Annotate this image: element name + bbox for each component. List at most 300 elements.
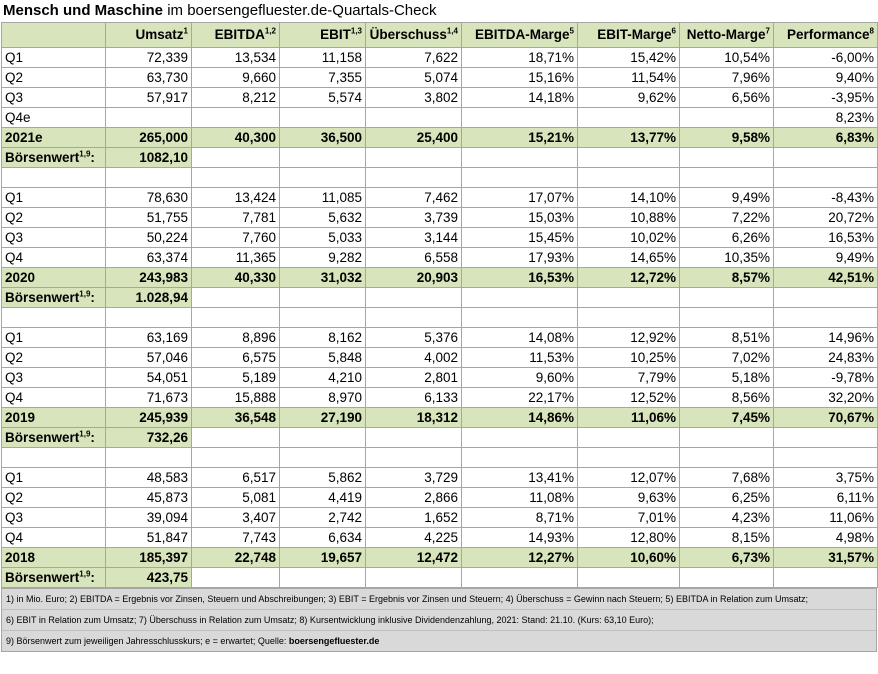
table-cell: 12,92% (578, 328, 680, 348)
total-cell: 31,032 (280, 268, 366, 288)
total-cell: 8,57% (680, 268, 774, 288)
footnote-ref: 1,3 (350, 26, 362, 36)
market-cap-colon: : (90, 150, 95, 165)
market-cap-label (2, 288, 106, 308)
table-cell: 7,622 (366, 48, 462, 68)
empty-cell (578, 308, 680, 328)
column-header (280, 23, 366, 48)
column-header-label: Umsatz (135, 27, 184, 42)
table-cell: 9,49% (680, 188, 774, 208)
footnote-ref: 6 (671, 26, 676, 36)
market-cap-value: 1082,10 (106, 148, 192, 168)
column-header-label: EBIT-Marge (597, 27, 672, 42)
footnote-ref: 1,2 (264, 26, 276, 36)
table-cell: 8,896 (192, 328, 280, 348)
footnote-ref: 7 (765, 26, 770, 36)
footnote-ref: 1,9 (79, 569, 91, 579)
market-cap-label-text: Börsenwert (5, 430, 80, 445)
table-cell: 10,25% (578, 348, 680, 368)
empty-cell (578, 428, 680, 448)
empty-cell (366, 428, 462, 448)
table-cell: 3,407 (192, 508, 280, 528)
table-cell (192, 108, 280, 128)
market-cap-colon: : (90, 290, 95, 305)
table-cell: 5,632 (280, 208, 366, 228)
table-cell: 4,98% (774, 528, 878, 548)
table-cell: 18,71% (462, 48, 578, 68)
empty-cell (680, 428, 774, 448)
empty-cell (578, 148, 680, 168)
empty-cell (680, 288, 774, 308)
table-cell (106, 108, 192, 128)
table-cell: 63,169 (106, 328, 192, 348)
table-cell: 9,660 (192, 68, 280, 88)
table-cell: 7,79% (578, 368, 680, 388)
table-row (2, 48, 878, 68)
empty-cell (106, 308, 192, 328)
total-cell: 15,21% (462, 128, 578, 148)
year-label: 2020 (2, 268, 106, 288)
table-cell: 5,18% (680, 368, 774, 388)
table-cell: 8,15% (680, 528, 774, 548)
table-cell: 17,07% (462, 188, 578, 208)
empty-cell (106, 168, 192, 188)
row-label: Q1 (2, 48, 106, 68)
empty-cell (366, 568, 462, 588)
table-cell: -6,00% (774, 48, 878, 68)
total-cell: 6,83% (774, 128, 878, 148)
table-cell: 4,002 (366, 348, 462, 368)
table-cell: 6,634 (280, 528, 366, 548)
year-total-row (2, 128, 878, 148)
total-cell: 12,472 (366, 548, 462, 568)
year-total-row (2, 268, 878, 288)
table-row (2, 88, 878, 108)
market-cap-colon: : (90, 570, 95, 585)
year-total-row (2, 408, 878, 428)
table-row (2, 208, 878, 228)
table-cell: 15,16% (462, 68, 578, 88)
row-label: Q3 (2, 368, 106, 388)
column-header (106, 23, 192, 48)
empty-cell (462, 148, 578, 168)
table-cell: 8,51% (680, 328, 774, 348)
table-cell: 8,23% (774, 108, 878, 128)
row-label: Q2 (2, 348, 106, 368)
table-cell: 14,96% (774, 328, 878, 348)
spacer-row (2, 308, 878, 328)
table-body (2, 23, 878, 588)
table-cell: -8,43% (774, 188, 878, 208)
spacer-row (2, 448, 878, 468)
table-cell: 3,729 (366, 468, 462, 488)
empty-cell (680, 308, 774, 328)
table-cell: 1,652 (366, 508, 462, 528)
table-cell: 11,53% (462, 348, 578, 368)
empty-cell (366, 288, 462, 308)
table-cell: 7,96% (680, 68, 774, 88)
total-cell: 31,57% (774, 548, 878, 568)
table-cell: 15,888 (192, 388, 280, 408)
table-cell: 50,224 (106, 228, 192, 248)
table-cell: 4,210 (280, 368, 366, 388)
table-cell: 17,93% (462, 248, 578, 268)
table-cell: 5,189 (192, 368, 280, 388)
empty-cell (462, 428, 578, 448)
empty-cell (578, 568, 680, 588)
total-cell: 7,45% (680, 408, 774, 428)
footnote-line (2, 630, 876, 651)
total-cell: 25,400 (366, 128, 462, 148)
table-cell: -9,78% (774, 368, 878, 388)
table-row (2, 348, 878, 368)
total-cell: 14,86% (462, 408, 578, 428)
column-header-label: EBIT (320, 27, 351, 42)
footnote-ref: 8 (869, 26, 874, 36)
empty-cell (774, 148, 878, 168)
table-cell: 15,03% (462, 208, 578, 228)
table-cell: 72,339 (106, 48, 192, 68)
table-cell: 2,801 (366, 368, 462, 388)
table-cell: 11,158 (280, 48, 366, 68)
table-cell: 13,41% (462, 468, 578, 488)
empty-cell (280, 168, 366, 188)
table-row (2, 528, 878, 548)
table-cell: 12,52% (578, 388, 680, 408)
total-cell: 40,300 (192, 128, 280, 148)
total-cell: 36,500 (280, 128, 366, 148)
table-cell: 6,558 (366, 248, 462, 268)
table-cell (462, 108, 578, 128)
footnote-line: 1) in Mio. Euro; 2) EBITDA = Ergebnis vor Zinsen, Steuern und Abschreibungen; 3) EBIT = Ergebnis vor Zinsen und Steuern; 4) Überschuss = Gewinn nach Steuern; 5) EBITDA in Relation zum Umsatz; (2, 588, 876, 609)
table-cell: 54,051 (106, 368, 192, 388)
table-cell: 9,49% (774, 248, 878, 268)
total-cell: 27,190 (280, 408, 366, 428)
table-cell: 16,53% (774, 228, 878, 248)
table-cell: 6,11% (774, 488, 878, 508)
table-cell: 8,212 (192, 88, 280, 108)
column-header-label: EBITDA-Marge (475, 27, 570, 42)
market-cap-label (2, 568, 106, 588)
table-cell: 5,074 (366, 68, 462, 88)
table-cell: 7,760 (192, 228, 280, 248)
table-cell: 15,42% (578, 48, 680, 68)
total-cell: 13,77% (578, 128, 680, 148)
empty-cell (2, 168, 106, 188)
table-cell: 3,739 (366, 208, 462, 228)
header-row (2, 23, 878, 48)
table-cell: 12,07% (578, 468, 680, 488)
table-row (2, 108, 878, 128)
market-cap-row (2, 428, 878, 448)
table-cell: 5,081 (192, 488, 280, 508)
table-cell (280, 108, 366, 128)
row-label: Q1 (2, 188, 106, 208)
empty-cell (280, 428, 366, 448)
table-cell: 39,094 (106, 508, 192, 528)
table-cell: 14,10% (578, 188, 680, 208)
market-cap-value: 732,26 (106, 428, 192, 448)
market-cap-label-text: Börsenwert (5, 150, 80, 165)
table-cell: 13,424 (192, 188, 280, 208)
total-cell: 70,67% (774, 408, 878, 428)
table-cell: 7,01% (578, 508, 680, 528)
table-cell: 11,08% (462, 488, 578, 508)
year-total-row (2, 548, 878, 568)
table-cell: 20,72% (774, 208, 878, 228)
total-cell: 10,60% (578, 548, 680, 568)
header-label-cell (2, 23, 106, 48)
table-cell: 13,534 (192, 48, 280, 68)
column-header (680, 23, 774, 48)
table-row (2, 388, 878, 408)
table-cell: 8,56% (680, 388, 774, 408)
empty-cell (462, 168, 578, 188)
column-header (366, 23, 462, 48)
empty-cell (192, 428, 280, 448)
table-cell: 57,046 (106, 348, 192, 368)
table-cell: 10,54% (680, 48, 774, 68)
row-label: Q1 (2, 468, 106, 488)
market-cap-value: 423,75 (106, 568, 192, 588)
table-cell: 9,63% (578, 488, 680, 508)
table-row (2, 328, 878, 348)
table-row (2, 368, 878, 388)
footnotes (1, 588, 877, 652)
table-row (2, 188, 878, 208)
empty-cell (366, 308, 462, 328)
table-cell: 7,02% (680, 348, 774, 368)
empty-cell (2, 308, 106, 328)
table-cell: 6,133 (366, 388, 462, 408)
table-cell: 6,575 (192, 348, 280, 368)
table-cell: 14,93% (462, 528, 578, 548)
empty-cell (192, 288, 280, 308)
empty-cell (192, 448, 280, 468)
table-cell: 5,033 (280, 228, 366, 248)
table-cell: 9,60% (462, 368, 578, 388)
row-label: Q2 (2, 488, 106, 508)
total-cell: 12,72% (578, 268, 680, 288)
empty-cell (680, 568, 774, 588)
table-cell: 6,517 (192, 468, 280, 488)
table-cell: 4,419 (280, 488, 366, 508)
source-name: boersengefluester.de (288, 636, 380, 646)
company-name: Mensch und Maschine (3, 2, 164, 19)
year-label: 2021e (2, 128, 106, 148)
row-label: Q1 (2, 328, 106, 348)
total-cell: 245,939 (106, 408, 192, 428)
empty-cell (280, 308, 366, 328)
row-label: Q4e (2, 108, 106, 128)
market-cap-label-text: Börsenwert (5, 570, 80, 585)
empty-cell (578, 168, 680, 188)
table-row (2, 488, 878, 508)
empty-cell (578, 448, 680, 468)
table-cell: 6,56% (680, 88, 774, 108)
table-cell: 24,83% (774, 348, 878, 368)
total-cell: 9,58% (680, 128, 774, 148)
empty-cell (578, 288, 680, 308)
table-cell: 5,574 (280, 88, 366, 108)
empty-cell (280, 448, 366, 468)
table-cell: 5,848 (280, 348, 366, 368)
table-cell: 57,917 (106, 88, 192, 108)
column-header-label: Überschuss (369, 27, 447, 42)
empty-cell (680, 168, 774, 188)
row-label: Q3 (2, 88, 106, 108)
column-header-label: EBITDA (214, 27, 265, 42)
empty-cell (774, 568, 878, 588)
table-title (0, 0, 878, 22)
column-header (462, 23, 578, 48)
table-cell: 4,225 (366, 528, 462, 548)
table-cell: 51,755 (106, 208, 192, 228)
column-header-label: Performance (787, 27, 870, 42)
table-cell: 11,06% (774, 508, 878, 528)
empty-cell (366, 168, 462, 188)
table-cell: 10,02% (578, 228, 680, 248)
table-cell: 9,282 (280, 248, 366, 268)
empty-cell (192, 308, 280, 328)
table-cell: 14,08% (462, 328, 578, 348)
table-cell: 5,376 (366, 328, 462, 348)
table-row (2, 68, 878, 88)
total-cell: 19,657 (280, 548, 366, 568)
table-cell: 11,365 (192, 248, 280, 268)
table-cell: 14,65% (578, 248, 680, 268)
total-cell: 18,312 (366, 408, 462, 428)
total-cell: 12,27% (462, 548, 578, 568)
table-cell: 22,17% (462, 388, 578, 408)
table-row (2, 248, 878, 268)
empty-cell (106, 448, 192, 468)
market-cap-label (2, 428, 106, 448)
total-cell: 40,330 (192, 268, 280, 288)
total-cell: 22,748 (192, 548, 280, 568)
empty-cell (280, 288, 366, 308)
row-label: Q3 (2, 508, 106, 528)
spacer-row (2, 168, 878, 188)
table-cell: 9,62% (578, 88, 680, 108)
empty-cell (680, 148, 774, 168)
table-cell: 6,25% (680, 488, 774, 508)
table-cell: 7,22% (680, 208, 774, 228)
row-label: Q2 (2, 208, 106, 228)
column-header (774, 23, 878, 48)
empty-cell (280, 148, 366, 168)
table-cell: 8,71% (462, 508, 578, 528)
empty-cell (774, 428, 878, 448)
total-cell: 11,06% (578, 408, 680, 428)
market-cap-colon: : (90, 430, 95, 445)
table-row (2, 228, 878, 248)
total-cell: 265,000 (106, 128, 192, 148)
market-cap-label-text: Börsenwert (5, 290, 80, 305)
table-cell: 7,68% (680, 468, 774, 488)
empty-cell (462, 308, 578, 328)
table-cell: 63,730 (106, 68, 192, 88)
table-cell: 6,26% (680, 228, 774, 248)
table-cell: 48,583 (106, 468, 192, 488)
table-row (2, 468, 878, 488)
empty-cell (192, 168, 280, 188)
table-cell: -3,95% (774, 88, 878, 108)
row-label: Q4 (2, 248, 106, 268)
table-cell: 63,374 (106, 248, 192, 268)
empty-cell (366, 448, 462, 468)
total-cell: 36,548 (192, 408, 280, 428)
row-label: Q2 (2, 68, 106, 88)
table-cell (366, 108, 462, 128)
empty-cell (462, 448, 578, 468)
empty-cell (366, 148, 462, 168)
table-cell: 7,355 (280, 68, 366, 88)
column-header-label: Netto-Marge (686, 27, 766, 42)
table-cell: 12,80% (578, 528, 680, 548)
empty-cell (192, 568, 280, 588)
empty-cell (774, 448, 878, 468)
footnote-line: 6) EBIT in Relation zum Umsatz; 7) Überschuss in Relation zum Umsatz; 8) Kursentwicklung inklusive Dividendenzahlung, 2021: Stand: 21.10. (Kurs: 63,10 Euro); (2, 609, 876, 630)
market-cap-value: 1.028,94 (106, 288, 192, 308)
table-cell: 8,162 (280, 328, 366, 348)
row-label: Q4 (2, 388, 106, 408)
empty-cell (2, 448, 106, 468)
table-cell: 7,462 (366, 188, 462, 208)
empty-cell (462, 288, 578, 308)
table-cell: 78,630 (106, 188, 192, 208)
table-cell: 3,802 (366, 88, 462, 108)
year-label: 2019 (2, 408, 106, 428)
total-cell: 42,51% (774, 268, 878, 288)
table-cell: 15,45% (462, 228, 578, 248)
market-cap-row (2, 288, 878, 308)
table-cell: 14,18% (462, 88, 578, 108)
empty-cell (192, 148, 280, 168)
table-cell: 2,742 (280, 508, 366, 528)
total-cell: 185,397 (106, 548, 192, 568)
table-cell: 3,144 (366, 228, 462, 248)
market-cap-label (2, 148, 106, 168)
total-cell: 16,53% (462, 268, 578, 288)
table-cell (578, 108, 680, 128)
empty-cell (462, 568, 578, 588)
table-cell: 8,970 (280, 388, 366, 408)
table-cell: 2,866 (366, 488, 462, 508)
column-header (192, 23, 280, 48)
empty-cell (774, 288, 878, 308)
total-cell: 20,903 (366, 268, 462, 288)
table-cell: 51,847 (106, 528, 192, 548)
table-cell: 32,20% (774, 388, 878, 408)
table-cell: 45,873 (106, 488, 192, 508)
footnote-ref: 1,4 (446, 26, 458, 36)
row-label: Q3 (2, 228, 106, 248)
table-cell: 3,75% (774, 468, 878, 488)
table-cell: 10,35% (680, 248, 774, 268)
footnote-text: 9) Börsenwert zum jeweiligen Jahresschlusskurs; e = erwartet; Quelle: (6, 636, 289, 646)
column-header (578, 23, 680, 48)
footnote-ref: 1,9 (79, 149, 91, 159)
table-cell: 71,673 (106, 388, 192, 408)
year-label: 2018 (2, 548, 106, 568)
footnote-ref: 1 (183, 26, 188, 36)
table-cell: 11,54% (578, 68, 680, 88)
table-cell: 7,781 (192, 208, 280, 228)
table-cell (680, 108, 774, 128)
empty-cell (774, 168, 878, 188)
title-suffix: im boersengefluester.de-Quartals-Check (163, 2, 437, 19)
